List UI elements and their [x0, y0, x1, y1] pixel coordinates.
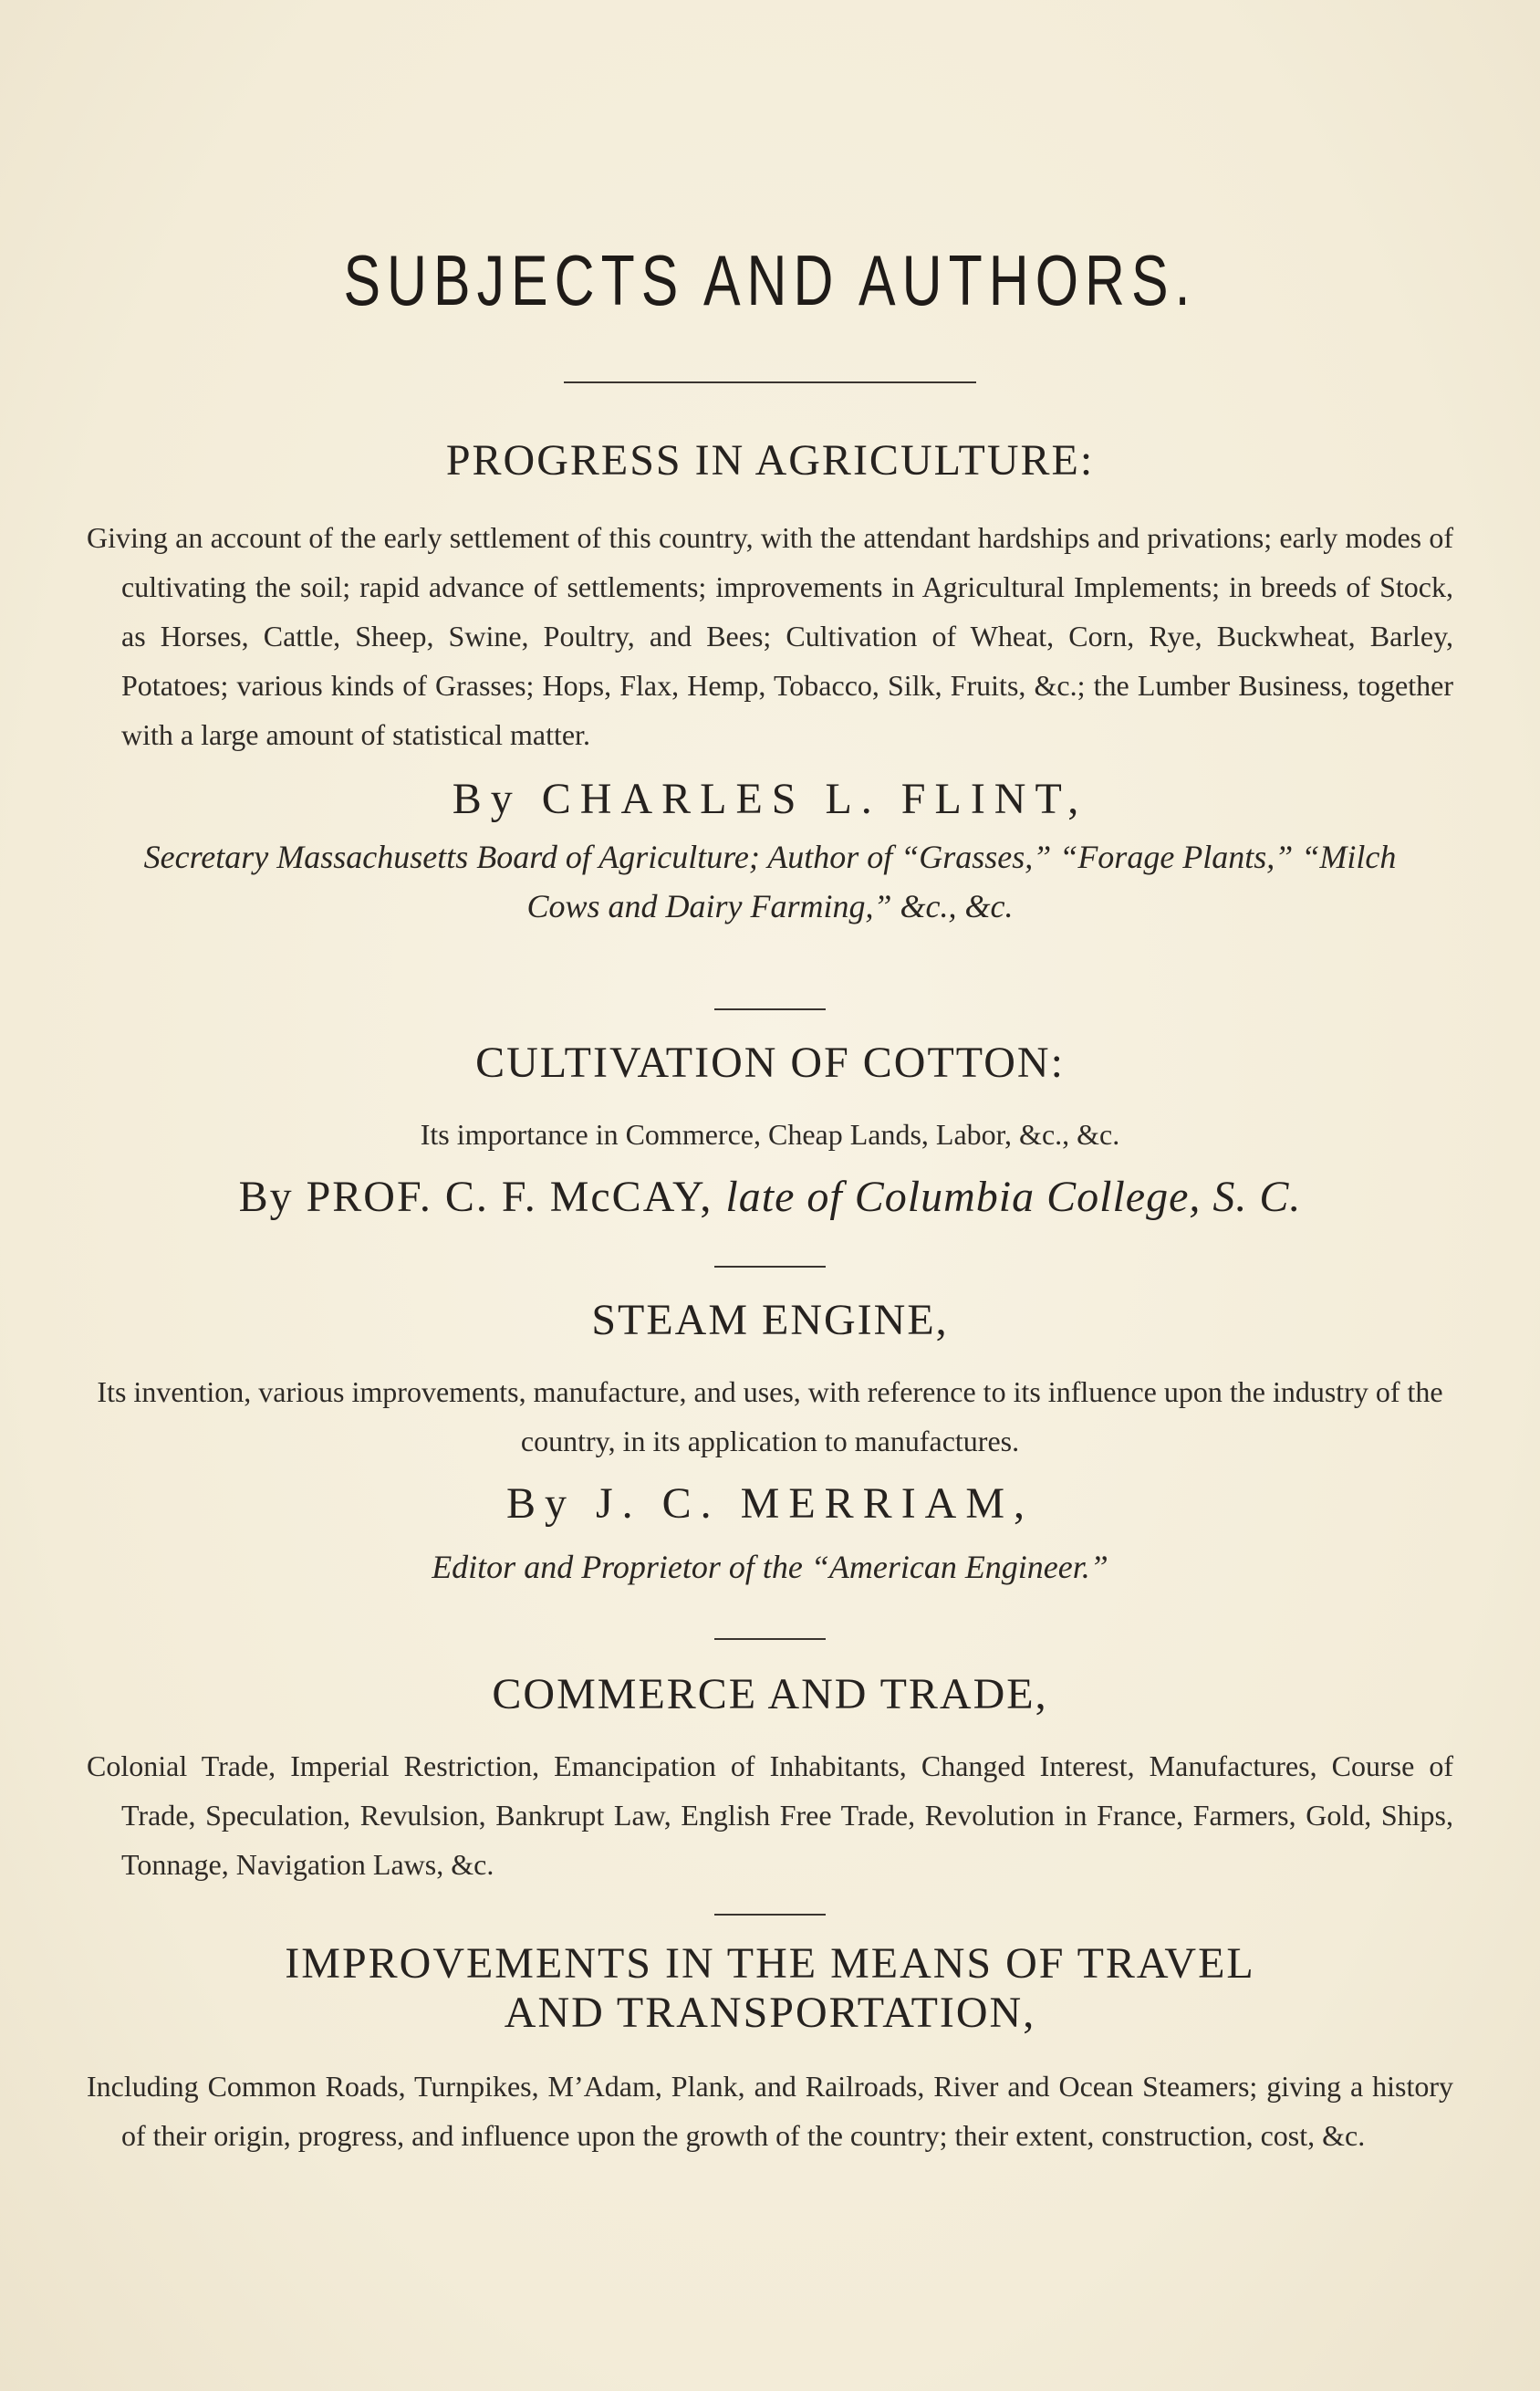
- section-description: Its invention, various improvements, manufacture, and uses, with reference to its influence upon the industry of the country, in its application to manufactures.: [97, 1375, 1443, 1457]
- section-heading: IMPROVEMENTS IN THE MEANS OF TRAVEL AND TRANSPORTATION,: [285, 1939, 1255, 2037]
- section-divider: [714, 1008, 826, 1010]
- section-cotton: [87, 1039, 1453, 1225]
- title-rule: [564, 381, 976, 383]
- section-heading: PROGRESS IN AGRICULTURE:: [445, 436, 1095, 485]
- section-heading: STEAM ENGINE,: [591, 1296, 949, 1344]
- section-agriculture: [87, 436, 1453, 931]
- section-commerce: [87, 1670, 1453, 1889]
- section-description: [87, 1741, 1453, 1889]
- section-heading: CULTIVATION OF COTTON:: [475, 1039, 1065, 1087]
- author-name: By CHARLES L. FLINT,: [452, 775, 1088, 823]
- author-name: By J. C. MERRIAM,: [505, 1479, 1035, 1528]
- section-divider: [714, 1638, 826, 1640]
- section-steam-engine: [87, 1296, 1453, 1592]
- author-name: By PROF. C. F. McCAY,: [238, 1173, 713, 1221]
- page-title: SUBJECTS AND AUTHORS.: [343, 240, 1197, 320]
- section-description-text: Including Common Roads, Turnpikes, M’Adam, Plank, and Railroads, River and Ocean Steamers; giving a history of their origin, progress, and influence upon the growth of the country; their extent, construction, cost, &c.: [87, 2070, 1453, 2152]
- section-transportation: [87, 1939, 1453, 2160]
- author-affiliation: Secretary Massachusetts Board of Agriculture; Author of “Grasses,” “Forage Plants,” “Milch Cows and Dairy Farming,” &c., &c.: [143, 839, 1397, 924]
- section-heading: COMMERCE AND TRADE,: [492, 1670, 1048, 1718]
- section-description-text: Colonial Trade, Imperial Restriction, Emancipation of Inhabitants, Changed Interest, Manufactures, Course of Trade, Speculation, Revulsion, Bankrupt Law, English Free Trade, Revolution in France, Farmers, Gold, Ships, Tonnage, Navigation Laws, &c.: [87, 1749, 1453, 1881]
- section-description: Its importance in Commerce, Cheap Lands, Labor, &c., &c.: [420, 1118, 1120, 1151]
- author-affiliation: Editor and Proprietor of the “American Engineer.”: [432, 1549, 1108, 1585]
- section-description: [87, 513, 1453, 759]
- section-description: [87, 2062, 1453, 2160]
- section-description-text: Giving an account of the early settlement of this country, with the attendant hardships and privations; early modes of cultivating the soil; rapid advance of settlements; improvements in Agricultural Implements; in breeds of Stock, as Horses, Cattle, Sheep, Swine, Poultry, and Bees; Cultivation of Wheat, Corn, Rye, Buckwheat, Barley, Potatoes; various kinds of Grasses; Hops, Flax, Hemp, Tobacco, Silk, Fruits, &c.; the Lumber Business, together with a large amount of statistical matter.: [87, 521, 1453, 751]
- section-divider: [714, 1266, 826, 1268]
- author-line: [87, 1170, 1453, 1225]
- section-divider: [714, 1914, 826, 1916]
- author-affiliation: late of Columbia College, S. C.: [725, 1173, 1302, 1221]
